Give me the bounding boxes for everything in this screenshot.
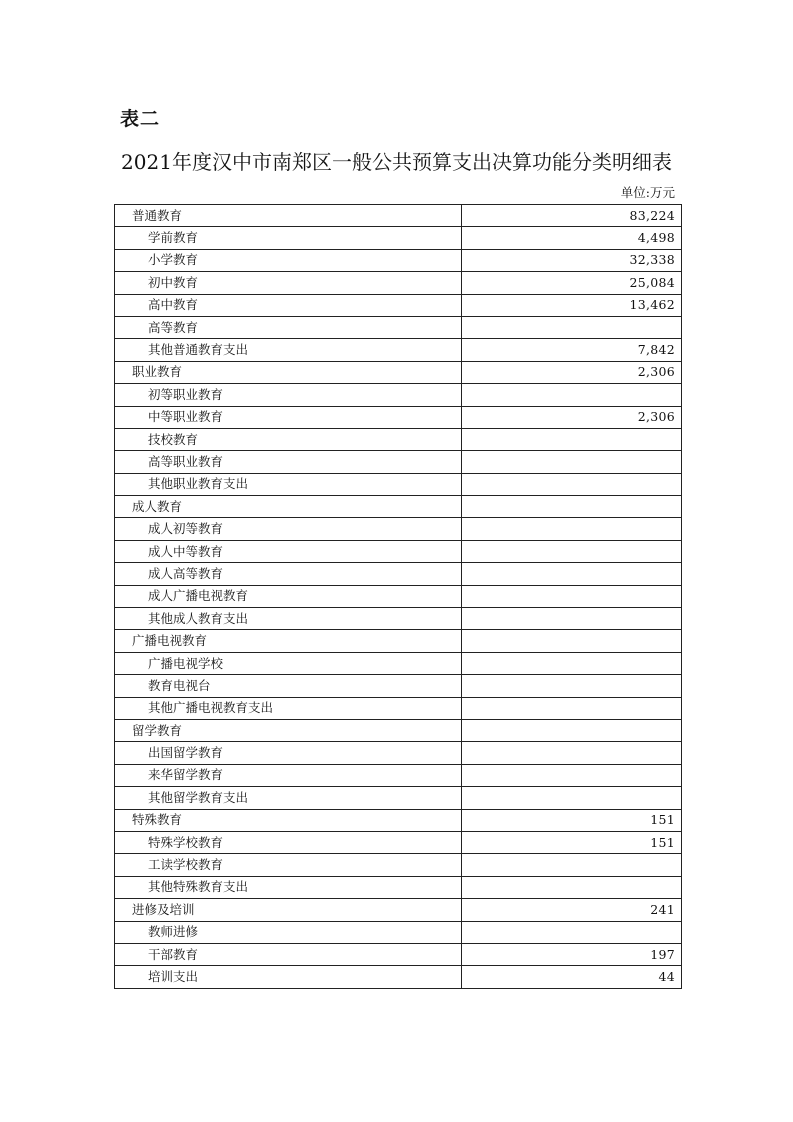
table-row <box>115 428 682 450</box>
table-row <box>115 787 682 809</box>
amount-cell <box>462 428 682 450</box>
subcategory-name-cell: 中等职业教育 <box>115 406 462 428</box>
subcategory-name-cell: 成人高等教育 <box>115 563 462 585</box>
amount-cell: 32,338 <box>462 249 682 271</box>
subcategory-name-cell: 初中教育 <box>115 272 462 294</box>
amount-cell <box>462 697 682 719</box>
amount-cell: 83,224 <box>462 205 682 227</box>
table-row <box>115 742 682 764</box>
subcategory-name-cell: 高等教育 <box>115 316 462 338</box>
subcategory-name-cell: 出国留学教育 <box>115 742 462 764</box>
table-row <box>115 496 682 518</box>
table-row <box>115 518 682 540</box>
amount-cell <box>462 764 682 786</box>
subcategory-name-cell: 成人初等教育 <box>115 518 462 540</box>
amount-cell: 4,498 <box>462 227 682 249</box>
subcategory-name-cell: 广播电视学校 <box>115 652 462 674</box>
amount-cell <box>462 540 682 562</box>
amount-cell <box>462 451 682 473</box>
subcategory-name-cell: 特殊学校教育 <box>115 831 462 853</box>
subcategory-name-cell: 技校教育 <box>115 428 462 450</box>
table-row <box>115 361 682 383</box>
table-row <box>115 473 682 495</box>
subcategory-name-cell: 其他广播电视教育支出 <box>115 697 462 719</box>
subcategory-name-cell: 成人广播电视教育 <box>115 585 462 607</box>
table-row <box>115 831 682 853</box>
amount-cell <box>462 675 682 697</box>
table-row <box>115 406 682 428</box>
category-name-cell: 成人教育 <box>115 496 462 518</box>
category-name-cell: 特殊教育 <box>115 809 462 831</box>
expenditure-table-body <box>115 205 682 989</box>
table-row <box>115 608 682 630</box>
amount-cell <box>462 473 682 495</box>
table-row <box>115 339 682 361</box>
amount-cell <box>462 585 682 607</box>
subcategory-name-cell: 其他留学教育支出 <box>115 787 462 809</box>
subcategory-name-cell: 教育电视台 <box>115 675 462 697</box>
subcategory-name-cell: 初等职业教育 <box>115 384 462 406</box>
category-name-cell: 进修及培训 <box>115 899 462 921</box>
subcategory-name-cell: 教师进修 <box>115 921 462 943</box>
table-row <box>115 563 682 585</box>
table-row <box>115 585 682 607</box>
amount-cell: 241 <box>462 899 682 921</box>
amount-cell: 151 <box>462 831 682 853</box>
table-row <box>115 966 682 988</box>
amount-cell <box>462 496 682 518</box>
table-row <box>115 652 682 674</box>
table-row <box>115 764 682 786</box>
document-title: 2021年度汉中市南郑区一般公共预算支出决算功能分类明细表 <box>121 150 672 174</box>
amount-cell <box>462 652 682 674</box>
amount-cell <box>462 876 682 898</box>
amount-cell <box>462 563 682 585</box>
table-row <box>115 876 682 898</box>
category-name-cell: 留学教育 <box>115 719 462 741</box>
table-row <box>115 294 682 316</box>
amount-cell <box>462 921 682 943</box>
amount-cell <box>462 787 682 809</box>
subcategory-name-cell: 工读学校教育 <box>115 854 462 876</box>
table-row <box>115 272 682 294</box>
table-row <box>115 630 682 652</box>
amount-cell: 151 <box>462 809 682 831</box>
table-row <box>115 809 682 831</box>
subcategory-name-cell: 学前教育 <box>115 227 462 249</box>
subcategory-name-cell: 高等职业教育 <box>115 451 462 473</box>
amount-cell: 44 <box>462 966 682 988</box>
table-row <box>115 451 682 473</box>
amount-cell <box>462 518 682 540</box>
unit-label: 单位:万元 <box>620 185 675 200</box>
table-row <box>115 697 682 719</box>
amount-cell: 2,306 <box>462 361 682 383</box>
category-name-cell: 广播电视教育 <box>115 630 462 652</box>
amount-cell <box>462 742 682 764</box>
table-row <box>115 249 682 271</box>
category-name-cell: 普通教育 <box>115 205 462 227</box>
table-row <box>115 921 682 943</box>
table-row <box>115 719 682 741</box>
table-number-label: 表二 <box>120 108 161 130</box>
category-name-cell: 职业教育 <box>115 361 462 383</box>
table-row <box>115 943 682 965</box>
expenditure-table <box>114 204 682 989</box>
amount-cell: 7,842 <box>462 339 682 361</box>
table-row <box>115 854 682 876</box>
table-row <box>115 675 682 697</box>
amount-cell: 197 <box>462 943 682 965</box>
table-row <box>115 384 682 406</box>
subcategory-name-cell: 高中教育 <box>115 294 462 316</box>
table-row <box>115 227 682 249</box>
amount-cell <box>462 854 682 876</box>
table-row <box>115 540 682 562</box>
subcategory-name-cell: 其他成人教育支出 <box>115 608 462 630</box>
subcategory-name-cell: 其他特殊教育支出 <box>115 876 462 898</box>
amount-cell <box>462 719 682 741</box>
amount-cell: 13,462 <box>462 294 682 316</box>
amount-cell <box>462 384 682 406</box>
subcategory-name-cell: 其他普通教育支出 <box>115 339 462 361</box>
table-row <box>115 316 682 338</box>
amount-cell <box>462 608 682 630</box>
subcategory-name-cell: 培训支出 <box>115 966 462 988</box>
subcategory-name-cell: 干部教育 <box>115 943 462 965</box>
subcategory-name-cell: 其他职业教育支出 <box>115 473 462 495</box>
amount-cell <box>462 630 682 652</box>
amount-cell <box>462 316 682 338</box>
amount-cell: 2,306 <box>462 406 682 428</box>
table-row <box>115 899 682 921</box>
subcategory-name-cell: 来华留学教育 <box>115 764 462 786</box>
table-row <box>115 205 682 227</box>
subcategory-name-cell: 成人中等教育 <box>115 540 462 562</box>
amount-cell: 25,084 <box>462 272 682 294</box>
subcategory-name-cell: 小学教育 <box>115 249 462 271</box>
